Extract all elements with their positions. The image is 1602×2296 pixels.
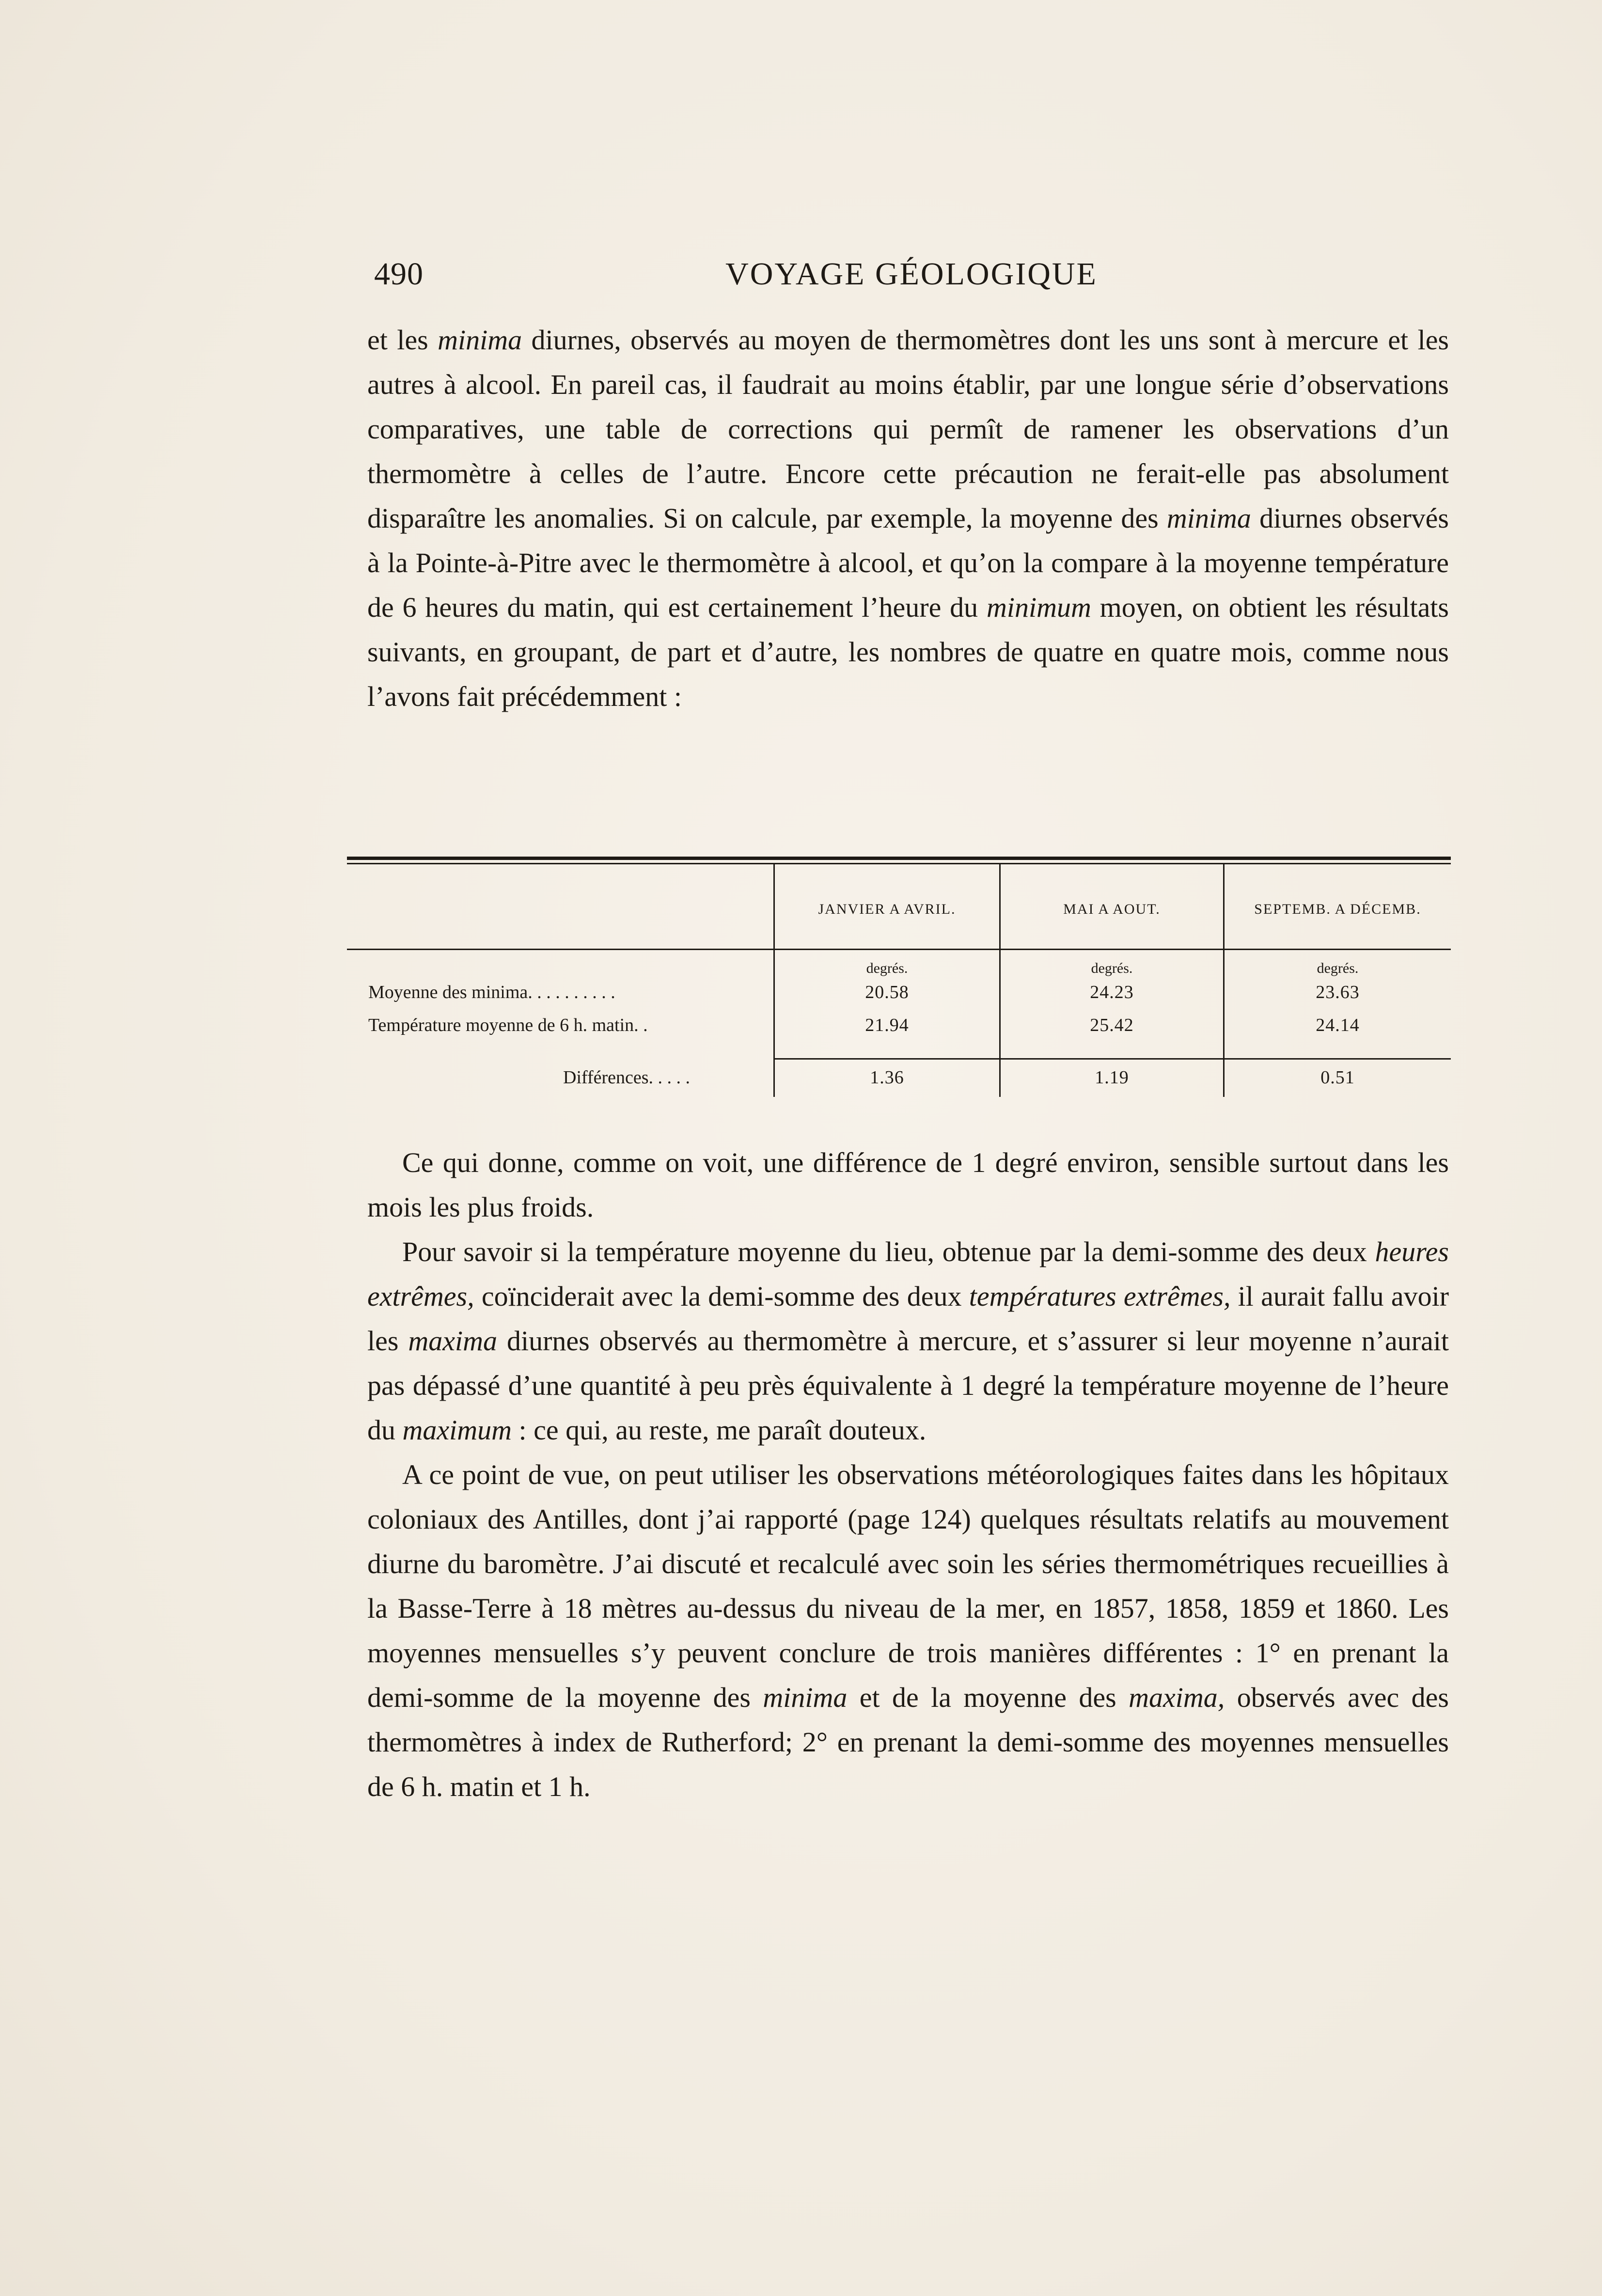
paragraph-3-emphasis-c: maxima: [408, 1325, 498, 1357]
column-header-may-aug: MAI A AOUT.: [1063, 901, 1161, 917]
paragraph-3-emphasis-d: maximum: [402, 1414, 512, 1446]
paragraph-3-text-a: Pour savoir si la température moyenne du lieu, obtenue par la demi-somme des deux: [402, 1236, 1375, 1267]
paragraph-4-text-b: et de la moyenne des: [847, 1682, 1129, 1713]
table-cell: 24.14: [1316, 1015, 1360, 1035]
paragraph-3-emphasis-b: températures extrêmes,: [969, 1281, 1231, 1312]
paragraph-3-text-b: coïnciderait avec la demi-somme des deux: [474, 1281, 969, 1312]
paragraph-3-text-d: diurnes observés au thermomètre à mercure, et s’assurer si leur moyenne n’aurait pas dépassé d’une quantité à peu près équivalente à 1 degré la température moyenne de l’heure du: [367, 1325, 1449, 1446]
paragraph-4-text-c: observés avec des thermomètres à index de Rutherford; 2° en prenant la demi-somme des moyennes mensuelles de 6 h. matin et 1 h.: [367, 1682, 1449, 1802]
paragraph-2: Ce qui donne, comme on voit, une différence de 1 degré environ, sensible surtout dans les mois les plus froids.: [367, 1147, 1449, 1223]
paragraph-3-text-e: : ce qui, au reste, me paraît douteux.: [512, 1414, 927, 1446]
table-column-divider: [773, 864, 775, 1097]
paragraph-4-text-a: A ce point de vue, on peut utiliser les observations météorologiques faites dans les hôpitaux coloniaux des Antilles, dont j’ai rapporté (page 124) quelques résultats relatifs au mouvement diurne du baromètre. J’ai discuté et recalculé avec soin les séries thermométriques recueillies à la Basse-Terre à 18 mètres au-dessus du niveau de la mer, en 1857, 1858, 1859 et 1860. Les moyennes mensuelles s’y peuvent conclure de trois manières différentes : 1° en prenant la demi-somme de la moyenne des: [367, 1459, 1449, 1713]
table-cell: 1.19: [1095, 1067, 1129, 1088]
paragraph-4-emphasis-a: minima: [763, 1682, 848, 1713]
running-title: VOYAGE GÉOLOGIQUE: [725, 256, 1098, 292]
table-cell: 23.63: [1316, 982, 1360, 1002]
table-header-rule: [347, 949, 1451, 950]
column-header-sep-dec: SEPTEMB. A DÉCEMB.: [1254, 901, 1421, 917]
unit-label: degrés.: [866, 960, 908, 976]
row-label-minima: Moyenne des minima. . . . . . . . . .: [368, 982, 615, 1002]
paragraph-3: [367, 1230, 1449, 1453]
paragraph-1-text-b: diurnes, observés au moyen de thermomètres dont les uns sont à mercure et les autres à alcool. En pareil cas, il faudrait au moins établir, par une longue série d’observations comparatives, une table de corrections qui permît de ramener les observations d’un thermomètre à celles de l’autre. Encore cette précaution ne ferait-elle pas absolument disparaître les anomalies. Si on calcule, par exemple, la moyenne des: [367, 324, 1449, 534]
table-column-divider: [1223, 864, 1225, 1097]
table-column-divider: [999, 864, 1001, 1097]
page-header: [374, 256, 1449, 299]
table-top-rule-thin: [347, 863, 1451, 864]
paragraph-4-emphasis-b: maxima,: [1129, 1682, 1225, 1713]
row-label-6h-temperature: Température moyenne de 6 h. matin. .: [368, 1015, 648, 1035]
page-number: 490: [374, 256, 424, 292]
paragraph-1-emphasis-a: minima: [438, 324, 522, 356]
table-cell: 0.51: [1320, 1067, 1355, 1088]
paragraph-1-text-d: moyen, on obtient les résultats suivants, en groupant, de part et d’autre, les nombres de quatre en quatre mois, comme nous l’avons fait précédemment :: [367, 592, 1449, 712]
paragraph-1: [367, 318, 1449, 719]
temperature-table: [347, 857, 1451, 1109]
paragraph-1-emphasis-c: minimum: [986, 592, 1091, 623]
table-cell: 24.23: [1090, 982, 1134, 1002]
table-top-rule: [347, 857, 1451, 860]
text-block-lower: [367, 1140, 1449, 1809]
unit-label: degrés.: [1317, 960, 1359, 976]
paragraph-4: [367, 1453, 1449, 1809]
table-cell: 25.42: [1090, 1015, 1134, 1035]
text-block-upper: [367, 318, 1449, 719]
paragraph-3-text-c: il aurait fallu avoir les: [367, 1281, 1449, 1357]
row-label-differences: Différences. . . . .: [563, 1067, 691, 1088]
table-cell: 1.36: [870, 1067, 904, 1088]
paragraph-1-text-c: diurnes observés à la Pointe-à-Pitre avec le thermomètre à alcool, et qu’on la compare à la moyenne température de 6 heures du matin, qui est certainement l’heure du: [367, 502, 1449, 623]
paragraph-1-emphasis-b: minima: [1166, 502, 1251, 534]
table-difference-rule: [773, 1058, 1451, 1060]
unit-label: degrés.: [1091, 960, 1133, 976]
table-cell: 21.94: [865, 1015, 909, 1035]
paragraph-1-text-a: et les: [367, 324, 438, 356]
column-header-jan-apr: JANVIER A AVRIL.: [818, 901, 956, 917]
paragraph-3-emphasis-a: heures extrêmes,: [367, 1236, 1449, 1312]
table-cell: 20.58: [865, 982, 909, 1002]
